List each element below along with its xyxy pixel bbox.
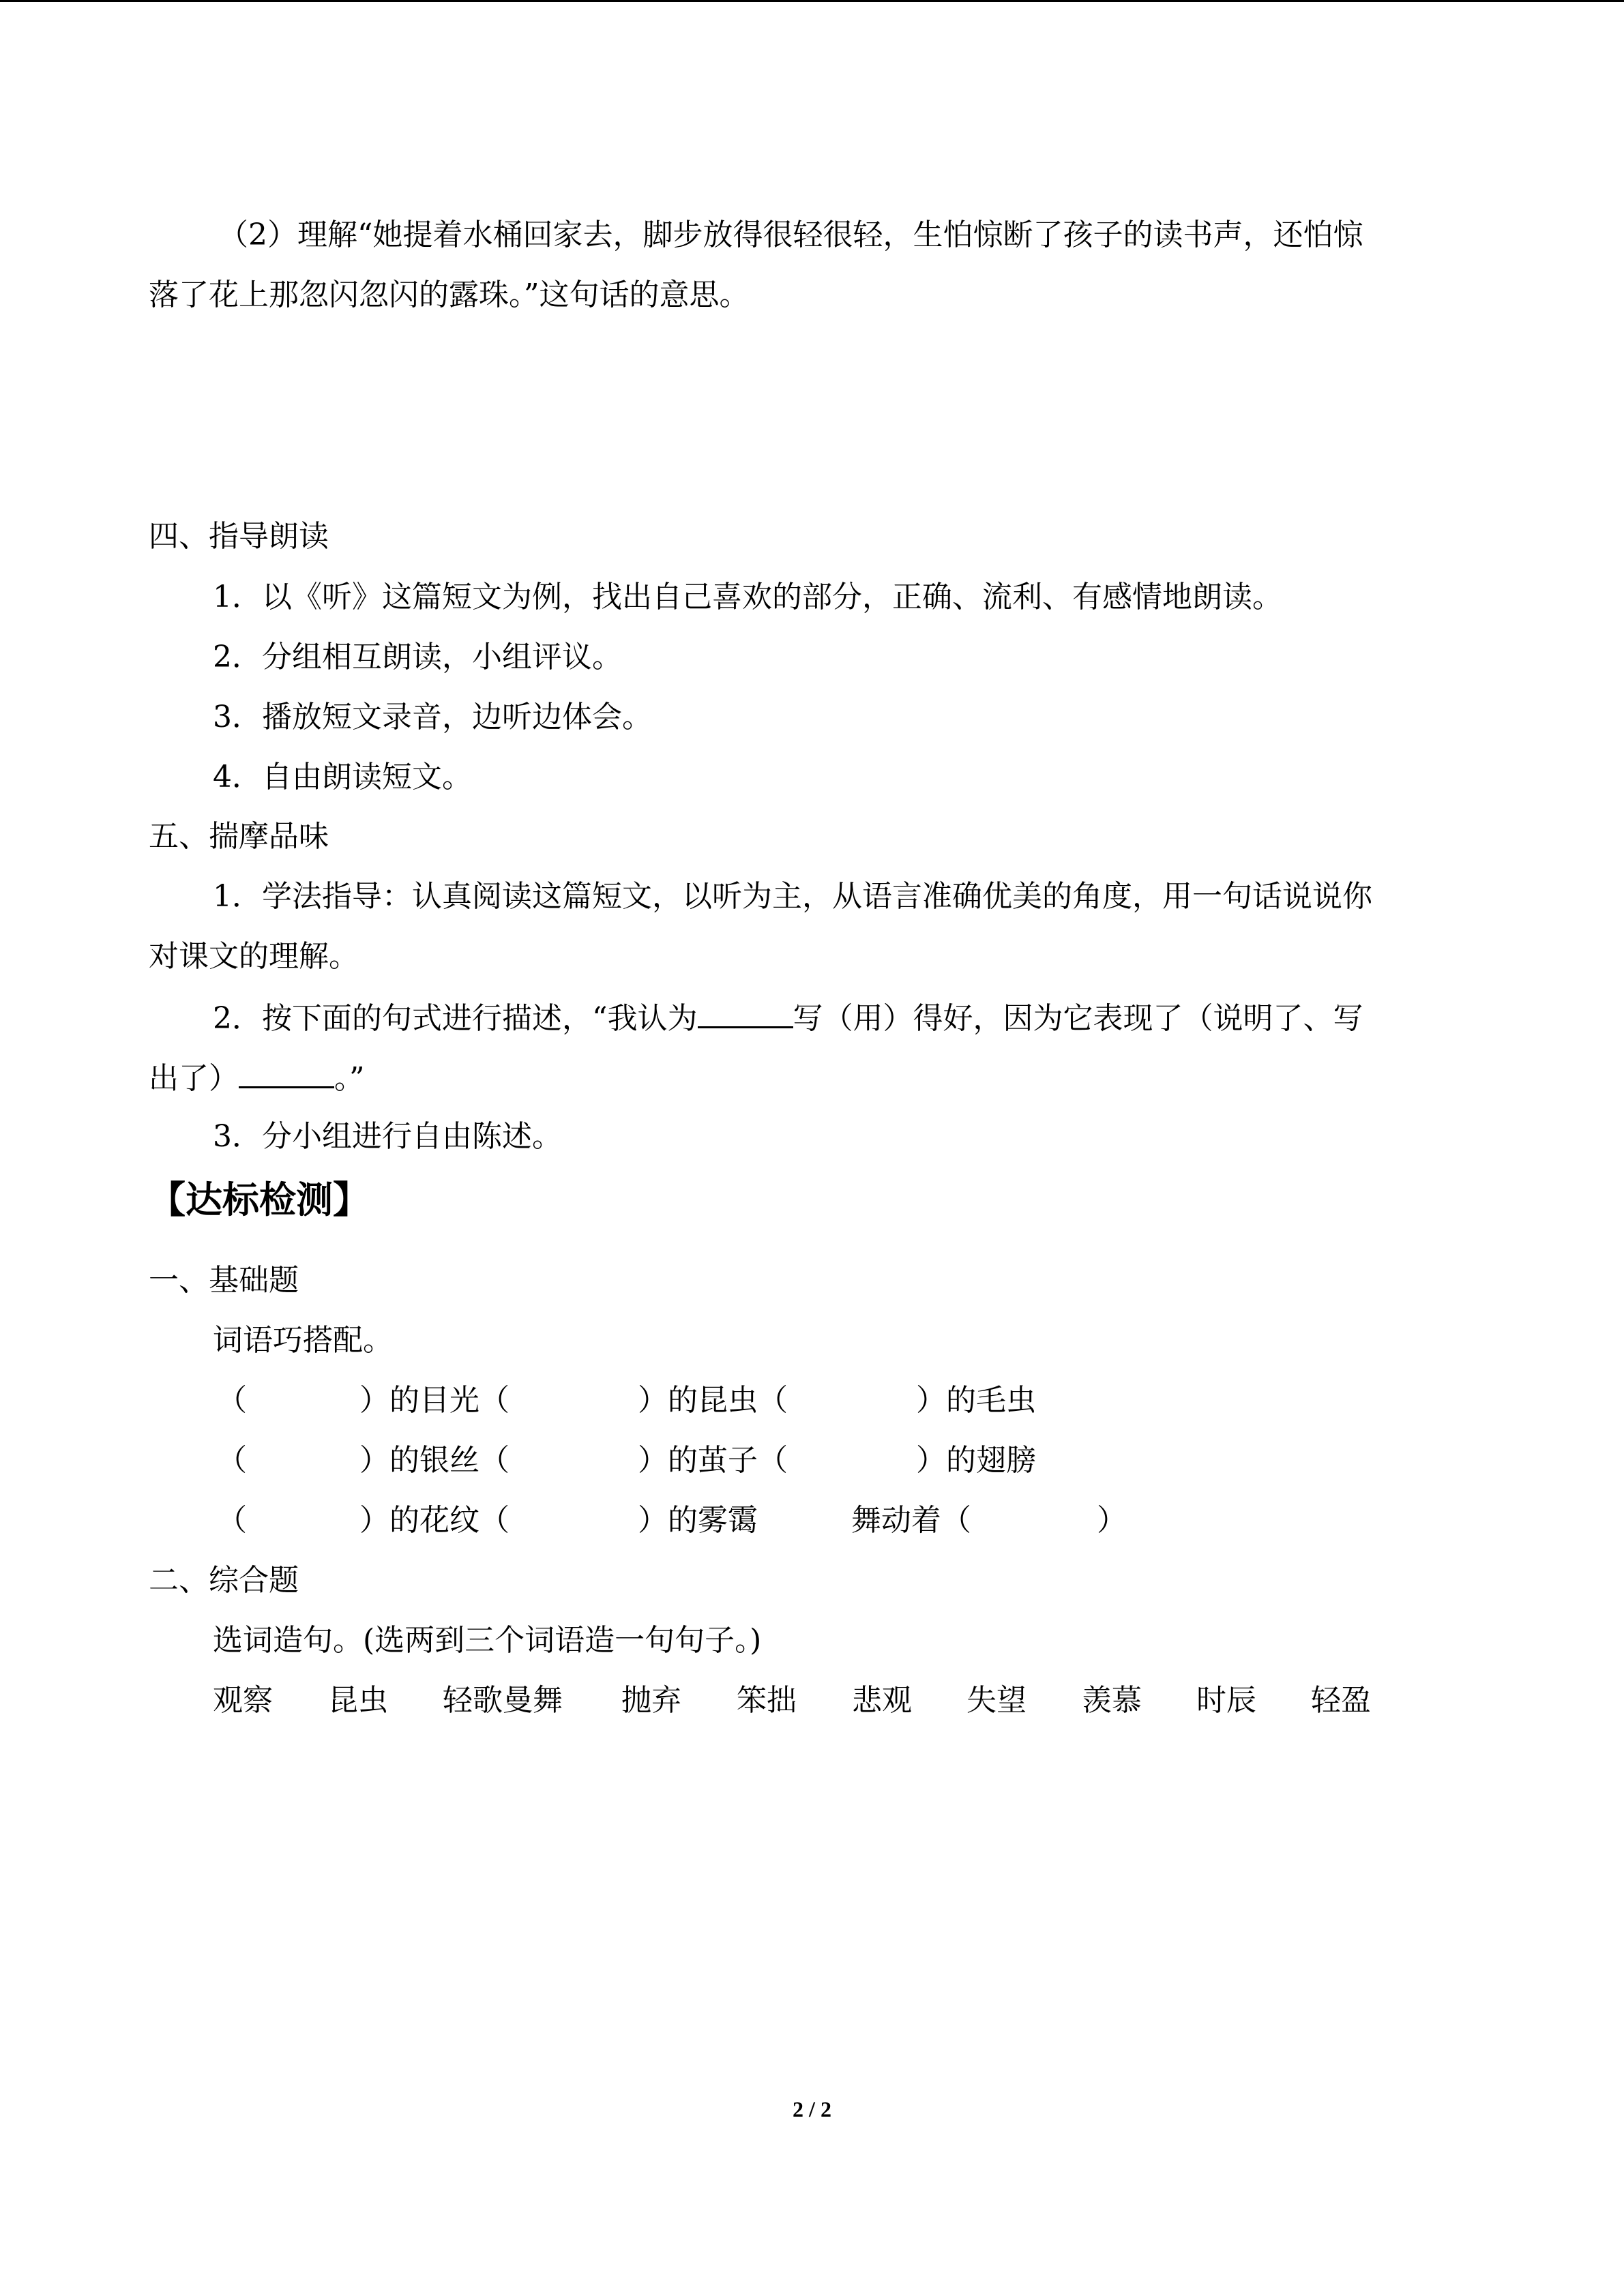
basic-prompt: 词语巧搭配。 (213, 1323, 393, 1358)
word-bank-item: 羡慕 (1082, 1683, 1142, 1718)
question-2-line-2: 落了花上那忽闪忽闪的露珠。”这句话的意思。 (149, 278, 750, 312)
word-bank-item: 时辰 (1196, 1683, 1256, 1718)
matching-item: ）的雾霭 (638, 1503, 758, 1538)
top-border-rule (0, 0, 1624, 2)
word-bank-item: 昆虫 (328, 1683, 388, 1718)
word-bank-item: 悲观 (852, 1683, 912, 1718)
section-5-item-3: 3．分小组进行自由陈述。 (213, 1119, 562, 1154)
section-5-item-1-line-1: 1．学法指导：认真阅读这篇短文，以听为主，从语言准确优美的角度，用一句话说说你 (213, 879, 1372, 914)
section-4-item: 2．分组相互朗读，小组评议。 (213, 640, 622, 674)
fill-in-blank (698, 996, 793, 1028)
comprehensive-section-title: 二、综合题 (149, 1563, 299, 1598)
word-bank-item: 观察 (213, 1683, 273, 1718)
section-4-item: 3．播放短文录音，边听边体会。 (213, 700, 652, 734)
matching-item: ）的毛虫 (916, 1383, 1036, 1418)
assessment-heading: 【达标检测】 (149, 1178, 370, 1221)
matching-item: 舞动着（ (851, 1503, 971, 1538)
word-bank-item: 抛弃 (621, 1683, 681, 1718)
comprehensive-prompt: 选词造句。(选两到三个词语造一句句子。) (213, 1623, 762, 1658)
item-2-text: 出了） (149, 1061, 239, 1096)
matching-paren-open: （ (217, 1503, 247, 1538)
matching-item: ）的花纹（ (359, 1503, 510, 1538)
section-5-item-1-line-2: 对课文的理解。 (149, 939, 359, 974)
matching-item: ）的昆虫（ (638, 1383, 788, 1418)
page-number: 2 / 2 (793, 2097, 831, 2121)
word-bank-item: 轻盈 (1311, 1683, 1371, 1718)
matching-item: ）的目光（ (359, 1383, 510, 1418)
item-2-text: 写（用）得好，因为它表现了（说明了、写 (793, 1001, 1363, 1036)
word-bank-item: 失望 (966, 1683, 1027, 1718)
fill-in-blank (239, 1056, 334, 1088)
matching-paren-close: ） (1097, 1503, 1127, 1538)
section-4-item: 1．以《听》这篇短文为例，找出自己喜欢的部分，正确、流利、有感情地朗读。 (213, 580, 1282, 614)
matching-paren-open: （ (217, 1383, 247, 1418)
section-5-item-2-line-1 (213, 996, 1363, 1039)
basic-section-title: 一、基础题 (149, 1263, 299, 1298)
word-bank-item: 轻歌曼舞 (443, 1683, 563, 1718)
matching-item: ）的茧子（ (638, 1443, 788, 1478)
matching-item: ）的银丝（ (359, 1443, 510, 1478)
item-2-text: 。” (334, 1061, 365, 1096)
section-4-item: 4．自由朗读短文。 (213, 760, 472, 794)
item-2-text: 2．按下面的句式进行描述，“我认为 (213, 1001, 698, 1036)
section-4-title: 四、指导朗读 (149, 519, 329, 554)
matching-item: ）的翅膀 (916, 1443, 1036, 1478)
question-2-line-1: （2）理解“她提着水桶回家去，脚步放得很轻很轻，生怕惊断了孩子的读书声，还怕惊 (218, 218, 1363, 252)
section-5-item-2-line-2 (149, 1056, 365, 1099)
matching-paren-open: （ (217, 1443, 247, 1478)
word-bank-item: 笨拙 (737, 1683, 797, 1718)
section-5-title: 五、揣摩品味 (149, 819, 329, 854)
